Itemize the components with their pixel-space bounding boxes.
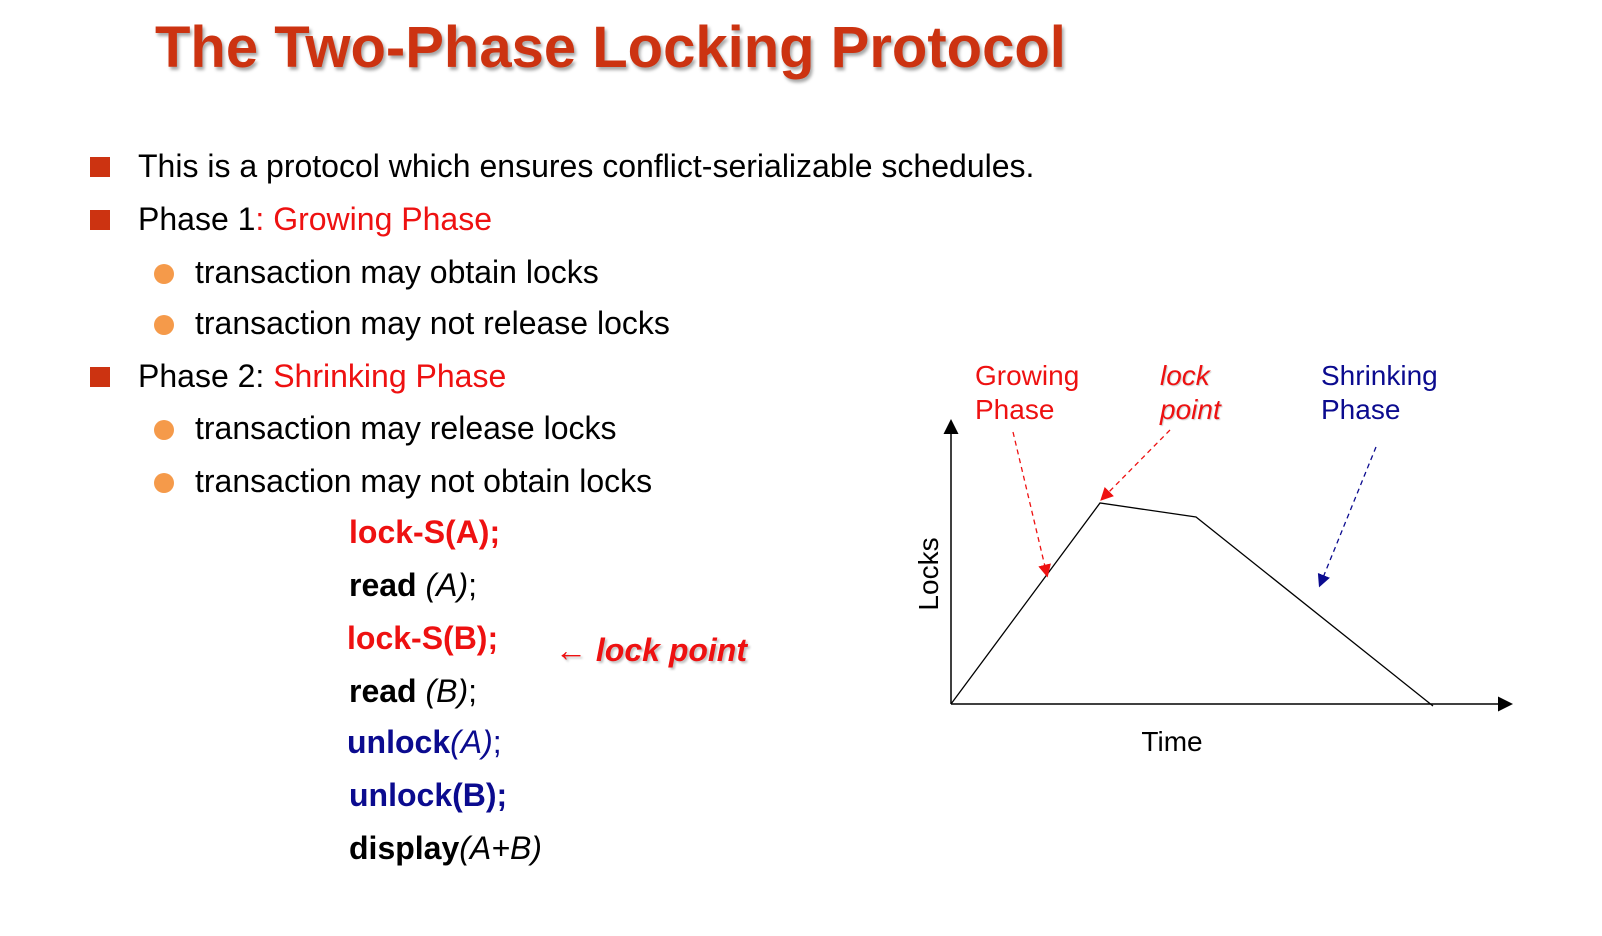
sub-bullet-text: transaction may obtain locks — [195, 254, 599, 290]
code-arg: (B) — [416, 673, 469, 709]
phase2-label: Phase 2: — [138, 358, 274, 394]
growing-phase-label: : Growing Phase — [255, 201, 492, 237]
lock-point-annotation: ← lock point — [555, 632, 747, 668]
code-semicolon: ; — [492, 724, 502, 760]
code-semicolon: ; — [468, 567, 478, 603]
shrinking-phase-label: Shrinking Phase — [273, 358, 507, 394]
code-arg: (A) — [416, 567, 469, 603]
shrinking-phase-diagram-label: Shrinking Phase — [1321, 360, 1438, 425]
growing-pointer-arrow — [1013, 432, 1047, 575]
code-semicolon: ; — [468, 673, 478, 709]
code-keyword: unlock — [347, 724, 451, 760]
lockpoint-pointer-arrow — [1102, 430, 1170, 499]
sub-bullet-text: transaction may not obtain locks — [195, 463, 653, 499]
code-arg: (A+B) — [459, 830, 542, 866]
x-axis-label: Time — [1141, 726, 1203, 757]
bullet-text: This is a protocol which ensures conflict-serializable schedules. — [138, 148, 1035, 184]
code-keyword: read — [349, 673, 417, 709]
locks-curve — [951, 503, 1433, 706]
growing-phase-diagram-label: Growing Phase — [975, 360, 1080, 425]
code-line-unlock-b: unlock(B); — [349, 777, 508, 813]
code-line-lock-b: lock-S(B); — [347, 620, 499, 656]
sub-bullet-text: transaction may not release locks — [195, 305, 670, 341]
phase1-label: Phase 1 — [138, 201, 256, 237]
code-keyword: read — [349, 567, 417, 603]
shrinking-pointer-arrow — [1320, 447, 1376, 585]
slide-title: The Two-Phase Locking Protocol — [155, 15, 1066, 80]
code-line-lock-a: lock-S(A); — [349, 514, 501, 550]
lock-point-diagram-label: lock point — [1160, 360, 1221, 425]
code-keyword: display — [349, 830, 460, 866]
y-axis-label: Locks — [913, 537, 944, 611]
code-arg: (A) — [450, 724, 493, 760]
sub-bullet-text: transaction may release locks — [195, 410, 617, 446]
